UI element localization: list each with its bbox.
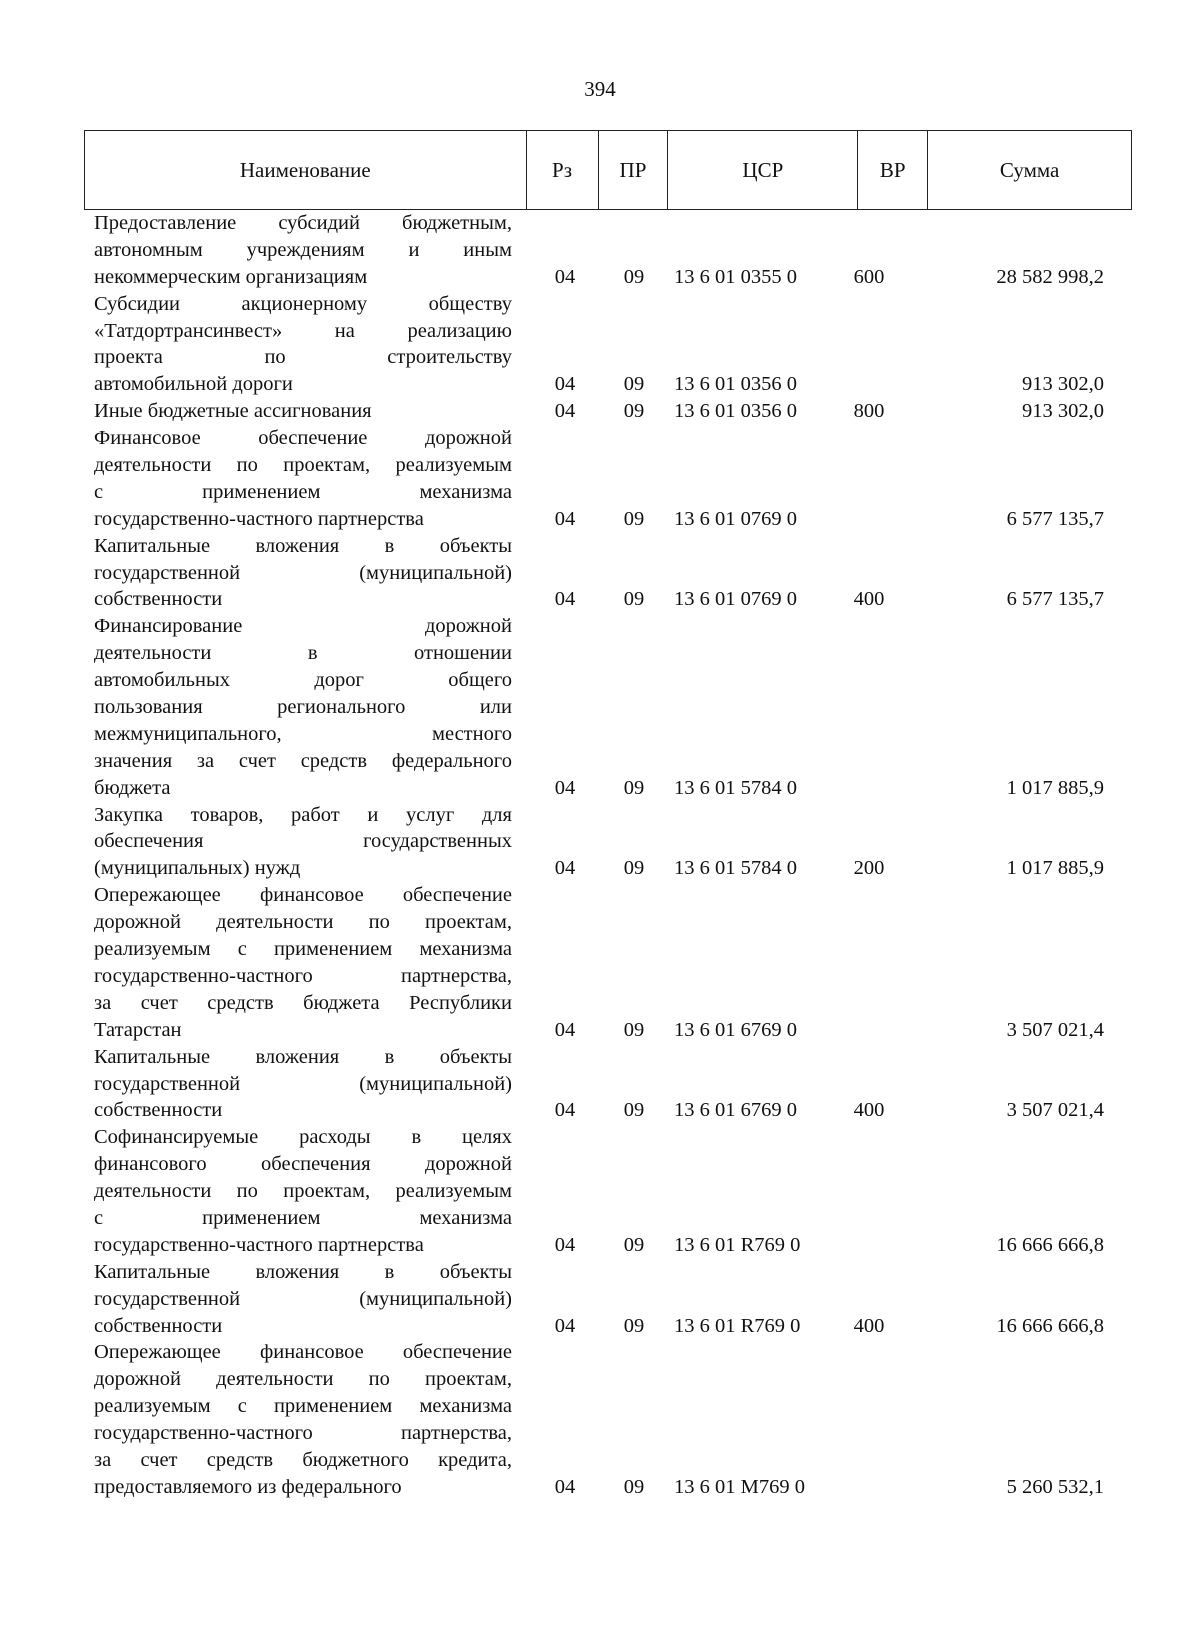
- row-name-line: государственно-частного партнерства: [94, 507, 424, 530]
- row-sum: 6 577 135,7: [1006, 507, 1104, 530]
- row-vr: 200: [853, 857, 885, 880]
- row-name-line: собственности: [94, 588, 223, 611]
- row-values: [94, 1017, 1132, 1044]
- row-sum: 16 666 666,8: [996, 1233, 1104, 1256]
- row-name-line: Капитальные вложения в объекты: [94, 534, 512, 557]
- row-name-line: за счет средств бюджетного кредита,: [94, 1448, 512, 1471]
- row-values: [94, 398, 1132, 425]
- row-values: [94, 1232, 1132, 1259]
- row-name-line: Закупка товаров, работ и услуг для: [94, 803, 512, 826]
- row-values: [94, 506, 1132, 533]
- row-name-line: Иные бюджетные ассигнования: [94, 400, 372, 423]
- row-name-line: Софинансируемые расходы в целях: [94, 1126, 512, 1149]
- row-sum: 5 260 532,1: [1006, 1475, 1104, 1498]
- row-rz: 04: [554, 1314, 576, 1337]
- row-name-line: «Татдортрансинвест» на реализацию: [94, 319, 512, 342]
- table-row: [94, 613, 1132, 801]
- row-vr: 400: [853, 1099, 885, 1122]
- row-name-line: государственной (муниципальной): [94, 1287, 512, 1310]
- row-pr: 09: [623, 507, 645, 530]
- row-csr: 13 6 01 M769 0: [674, 1475, 805, 1498]
- row-pr: 09: [623, 400, 645, 423]
- row-name-line: межмуниципального, местного: [94, 722, 512, 745]
- row-values: [94, 855, 1132, 882]
- row-pr: 09: [623, 776, 645, 799]
- row-values: [94, 775, 1132, 802]
- table-row: [94, 802, 1132, 883]
- row-name-line: Капитальные вложения в объекты: [94, 1260, 512, 1283]
- row-name-line: государственно-частного партнерства: [94, 1233, 424, 1256]
- row-pr: 09: [623, 588, 645, 611]
- row-sum: 16 666 666,8: [996, 1314, 1104, 1337]
- row-pr: 09: [623, 1018, 645, 1041]
- row-csr: 13 6 01 6769 0: [674, 1018, 797, 1041]
- header-pr: ПР: [599, 131, 669, 209]
- row-values: [94, 586, 1132, 613]
- row-values: [94, 1313, 1132, 1340]
- row-csr: 13 6 01 0769 0: [674, 588, 797, 611]
- row-name-line: Предоставление субсидий бюджетным,: [94, 212, 512, 234]
- row-sum: 1 017 885,9: [1006, 776, 1104, 799]
- row-rz: 04: [554, 1018, 576, 1041]
- row-name-line: значения за счет средств федерального: [94, 749, 512, 772]
- row-sum: 1 017 885,9: [1006, 857, 1104, 880]
- row-name-line: государственно-частного партнерства,: [94, 964, 512, 987]
- row-name-line: собственности: [94, 1314, 223, 1337]
- row-rz: 04: [554, 1233, 576, 1256]
- row-rz: 04: [554, 1475, 576, 1498]
- table-row: [94, 1044, 1132, 1125]
- row-rz: 04: [554, 507, 576, 530]
- row-name-line: реализуемым с применением механизма: [94, 938, 512, 961]
- row-pr: 09: [623, 373, 645, 396]
- header-vr: ВР: [858, 131, 928, 209]
- row-name-line: автономным учреждениям и иным: [94, 238, 512, 261]
- row-name-line: дорожной деятельности по проектам,: [94, 911, 512, 934]
- header-name: Наименование: [85, 131, 527, 209]
- row-name-line: Опережающее финансовое обеспечение: [94, 1341, 512, 1364]
- table-row: [94, 291, 1132, 399]
- row-values: [94, 371, 1132, 398]
- row-name-line: проекта по строительству: [94, 346, 512, 369]
- table-row: [94, 882, 1132, 1043]
- row-csr: 13 6 01 R769 0: [674, 1314, 801, 1337]
- row-values: [94, 1097, 1132, 1124]
- row-name-line: собственности: [94, 1099, 223, 1122]
- row-rz: 04: [554, 857, 576, 880]
- row-csr: 13 6 01 6769 0: [674, 1099, 797, 1122]
- row-name-line: автомобильных дорог общего: [94, 669, 512, 692]
- row-csr: 13 6 01 0355 0: [674, 265, 797, 288]
- row-name-line: Капитальные вложения в объекты: [94, 1045, 512, 1068]
- row-values: [94, 1474, 1132, 1501]
- header-rz: Рз: [527, 131, 599, 209]
- row-sum: 913 302,0: [1022, 373, 1104, 396]
- row-csr: 13 6 01 R769 0: [674, 1233, 801, 1256]
- row-rz: 04: [554, 776, 576, 799]
- row-sum: 3 507 021,4: [1006, 1099, 1104, 1122]
- row-name-line: с применением механизма: [94, 1206, 512, 1229]
- row-name: [94, 613, 512, 801]
- row-csr: 13 6 01 0356 0: [674, 373, 797, 396]
- row-name-line: государственной (муниципальной): [94, 1072, 512, 1095]
- row-name-line: реализуемым с применением механизма: [94, 1395, 512, 1418]
- page-number: 394: [584, 77, 616, 101]
- row-sum: 28 582 998,2: [996, 265, 1104, 288]
- header-csr: ЦСР: [668, 131, 858, 209]
- row-rz: 04: [554, 400, 576, 423]
- row-vr: 400: [853, 1314, 885, 1337]
- row-name-line: деятельности в отношении: [94, 642, 512, 665]
- table-row: [94, 425, 1132, 533]
- row-name-line: (муниципальных) нужд: [94, 857, 301, 880]
- row-csr: 13 6 01 5784 0: [674, 857, 797, 880]
- row-name-line: финансового обеспечения дорожной: [94, 1153, 512, 1176]
- row-csr: 13 6 01 0356 0: [674, 400, 797, 423]
- row-name-line: автомобильной дороги: [94, 373, 293, 396]
- row-name-line: некоммерческим организациям: [94, 265, 368, 288]
- row-values: [94, 264, 1132, 291]
- row-name-line: Финансирование дорожной: [94, 615, 512, 638]
- row-sum: 913 302,0: [1022, 400, 1104, 423]
- row-name-line: пользования регионального или: [94, 696, 512, 719]
- table-body: [94, 210, 1132, 1501]
- row-name-line: Субсидии акционерному обществу: [94, 292, 512, 315]
- row-rz: 04: [554, 265, 576, 288]
- row-csr: 13 6 01 5784 0: [674, 776, 797, 799]
- row-vr: 800: [853, 400, 885, 423]
- row-name-line: государственной (муниципальной): [94, 561, 512, 584]
- row-pr: 09: [623, 1314, 645, 1337]
- table-row: [94, 398, 1132, 425]
- table-row: [94, 1259, 1132, 1340]
- row-name-line: за счет средств бюджета Республики: [94, 991, 512, 1014]
- row-vr: 400: [853, 588, 885, 611]
- table-row: [94, 533, 1132, 614]
- row-name-line: деятельности по проектам, реализуемым: [94, 454, 512, 477]
- row-csr: 13 6 01 0769 0: [674, 507, 797, 530]
- row-name-line: государственно-частного партнерства,: [94, 1422, 512, 1445]
- row-name-line: Финансовое обеспечение дорожной: [94, 427, 512, 450]
- row-pr: 09: [623, 265, 645, 288]
- row-name-line: Опережающее финансовое обеспечение: [94, 884, 512, 907]
- table-row: [94, 210, 1132, 291]
- row-rz: 04: [554, 373, 576, 396]
- header-sum: Сумма: [928, 131, 1132, 209]
- row-sum: 3 507 021,4: [1006, 1018, 1104, 1041]
- row-name-line: предоставляемого из федерального: [94, 1475, 402, 1498]
- row-name-line: с применением механизма: [94, 480, 512, 503]
- row-pr: 09: [623, 857, 645, 880]
- row-pr: 09: [623, 1099, 645, 1122]
- table-header: [84, 130, 1132, 210]
- row-name-line: деятельности по проектам, реализуемым: [94, 1180, 512, 1203]
- row-sum: 6 577 135,7: [1006, 588, 1104, 611]
- row-vr: 600: [853, 265, 885, 288]
- row-pr: 09: [623, 1475, 645, 1498]
- table-row: [94, 1124, 1132, 1258]
- row-name-line: Татарстан: [94, 1018, 182, 1041]
- row-rz: 04: [554, 1099, 576, 1122]
- row-name-line: обеспечения государственных: [94, 830, 512, 853]
- row-pr: 09: [623, 1233, 645, 1256]
- row-name-line: дорожной деятельности по проектам,: [94, 1368, 512, 1391]
- row-name-line: бюджета: [94, 776, 171, 799]
- table-row: [94, 1339, 1132, 1500]
- row-rz: 04: [554, 588, 576, 611]
